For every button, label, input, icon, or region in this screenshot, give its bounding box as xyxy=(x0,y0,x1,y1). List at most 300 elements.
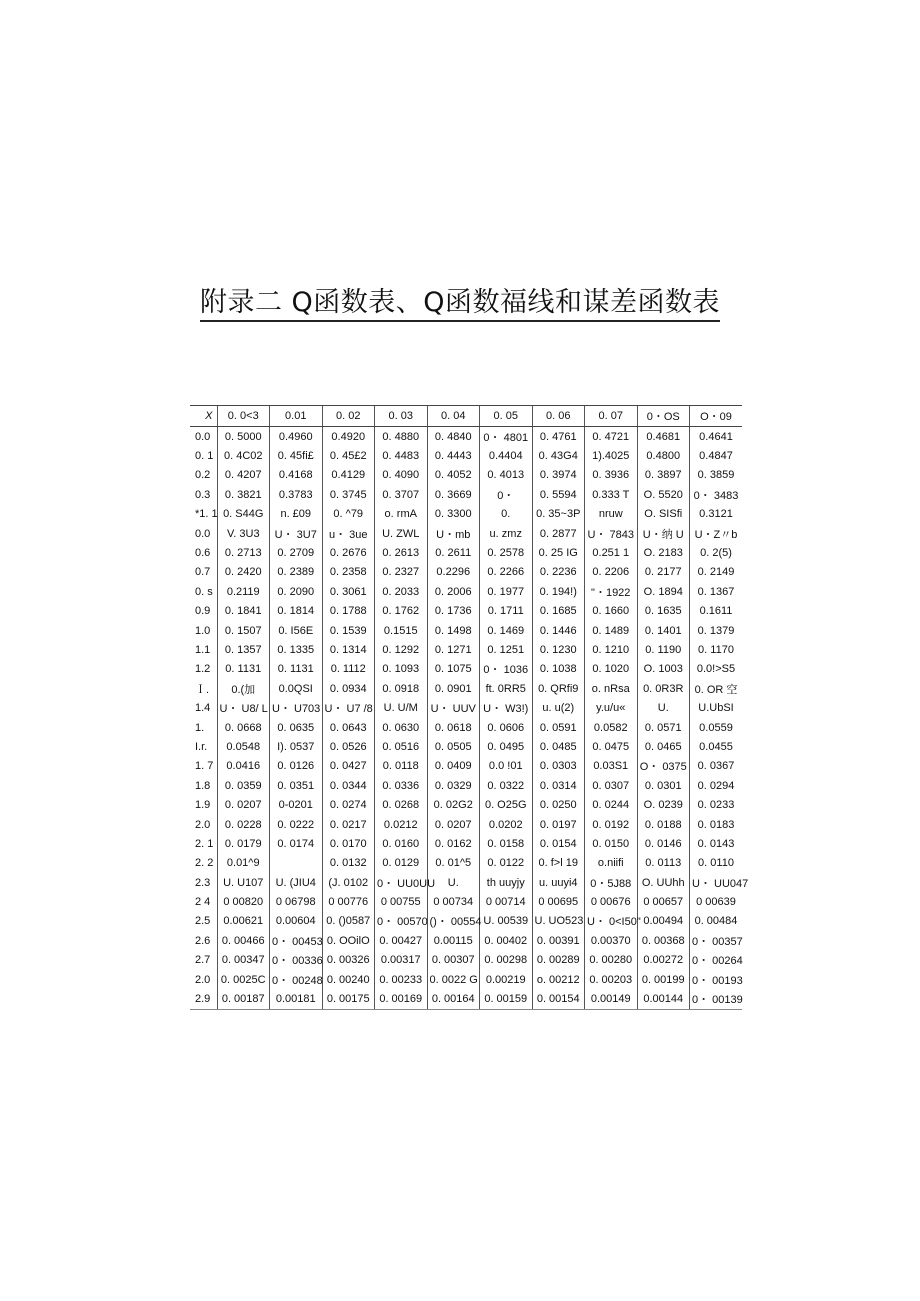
table-cell: 0.1515 xyxy=(375,621,428,640)
table-cell: 0. 2206 xyxy=(585,563,638,582)
table-cell: 0. 01^5 xyxy=(427,854,480,873)
table-cell: 0. 00326 xyxy=(322,951,375,970)
row-label-x: 2.6 xyxy=(195,934,211,947)
table-cell: 0. 0207 xyxy=(217,795,270,814)
table-row xyxy=(190,660,742,679)
table-cell: 0 00820 xyxy=(217,892,270,911)
table-cell: 0 00695 xyxy=(532,892,585,911)
table-cell: 0. 0192 xyxy=(585,815,638,834)
table-cell: 0. 3707 xyxy=(375,485,428,504)
page-title xyxy=(0,280,920,319)
table-cell: 0. 3936 xyxy=(585,466,638,485)
table-row xyxy=(190,951,742,970)
table-row xyxy=(190,854,742,873)
row-label-x: 1. xyxy=(195,721,205,734)
table-cell: U. (JIU4 xyxy=(270,873,323,892)
table-cell: 0. 43G4 xyxy=(532,446,585,465)
table-cell: 0.00317 xyxy=(375,951,428,970)
row-label-x: 2.7 xyxy=(195,954,211,967)
table-cell: U・ U8/ L xyxy=(217,698,270,717)
table-cell: 0. f>l 19 xyxy=(532,854,585,873)
column-header: 0.01 xyxy=(270,406,323,427)
table-cell: 0.4847 xyxy=(690,446,743,465)
table-row xyxy=(190,931,742,950)
table-row xyxy=(190,795,742,814)
table-cell: 0.3121 xyxy=(690,505,743,524)
table-cell: 0. 1635 xyxy=(637,602,690,621)
table-cell: 0. 1292 xyxy=(375,640,428,659)
q-function-table xyxy=(190,405,749,1010)
table-cell: 0.0559 xyxy=(690,718,743,737)
table-cell: 0. 0465 xyxy=(637,737,690,756)
table-row xyxy=(190,989,742,1009)
table-cell: 0. 2236 xyxy=(532,563,585,582)
table-cell: 0・ xyxy=(480,485,533,504)
table-cell: 0. 1489 xyxy=(585,621,638,640)
table-cell: U・ W3!) xyxy=(480,698,533,717)
table-cell: U・ 3U7 xyxy=(270,524,323,543)
table-cell: 0. 45fi£ xyxy=(270,446,323,465)
table-cell: U.UbSI xyxy=(690,698,743,717)
table-cell: 0. 0146 xyxy=(637,834,690,853)
row-label-x: 0.2 xyxy=(195,469,211,482)
table-cell: 0. 0174 xyxy=(270,834,323,853)
table-cell: 0. 0359 xyxy=(217,776,270,795)
table-cell: th uuyjy xyxy=(480,873,533,892)
table-cell: 0. 25 IG xyxy=(532,543,585,562)
table-cell: 0. 2358 xyxy=(322,563,375,582)
table-cell: y.u/u« xyxy=(585,698,638,717)
table-cell: 0. 0162 xyxy=(427,834,480,853)
table-cell: 0. 00484 xyxy=(690,912,743,931)
table-cell: 0・ 1036 xyxy=(480,660,533,679)
table-cell: 0. 0022 G xyxy=(427,970,480,989)
table-cell: 0. 00233 xyxy=(375,970,428,989)
table-cell: 0・5J88 xyxy=(585,873,638,892)
table-cell: 0. 1498 xyxy=(427,621,480,640)
table-cell: U. ZWL xyxy=(375,524,428,543)
table-cell: 0. 1977 xyxy=(480,582,533,601)
table-cell: O・ 0375 xyxy=(637,757,690,776)
table-cell: 0. 3897 xyxy=(637,466,690,485)
table-row xyxy=(190,466,742,485)
table-cell: 0.00494 xyxy=(637,912,690,931)
table-cell: U・ U703 xyxy=(270,698,323,717)
table-cell: 0. 0918 xyxy=(375,679,428,698)
row-label-x: 0. s xyxy=(195,585,213,598)
table-cell: U. xyxy=(427,873,480,892)
table-cell: 0. 0336 xyxy=(375,776,428,795)
table-cell: 0. 3859 xyxy=(690,466,743,485)
table-cell: 0. 0329 xyxy=(427,776,480,795)
table-cell: 0. 00280 xyxy=(585,951,638,970)
table-cell: 0・ 00248 xyxy=(270,970,323,989)
table-row xyxy=(190,815,742,834)
table-cell: 0. 02G2 xyxy=(427,795,480,814)
table-cell: 0. 0244 xyxy=(585,795,638,814)
table-cell: 0. 0344 xyxy=(322,776,375,795)
column-header-x: X xyxy=(190,406,217,427)
table-cell: 0. 0143 xyxy=(690,834,743,853)
row-label-x: I.r. xyxy=(195,740,208,753)
table-cell: 0.00144 xyxy=(637,989,690,1009)
table-cell: 0.0202 xyxy=(480,815,533,834)
table-cell: 0. 0475 xyxy=(585,737,638,756)
column-header: 0. 02 xyxy=(322,406,375,427)
table-cell: ()・ 00554 xyxy=(427,912,480,931)
table-row xyxy=(190,873,742,892)
table-cell: 0. 0217 xyxy=(322,815,375,834)
column-header: 0. 07 xyxy=(585,406,638,427)
table-cell: 0. 1112 xyxy=(322,660,375,679)
row-label-x: 2.5 xyxy=(195,915,211,928)
table-row xyxy=(190,621,742,640)
table-cell: "・1922 xyxy=(585,582,638,601)
table-cell: U・ UUV xyxy=(427,698,480,717)
table-cell: 0. 0322 xyxy=(480,776,533,795)
table-cell: U・ 7843 xyxy=(585,524,638,543)
table-cell: 0. 2578 xyxy=(480,543,533,562)
table-row xyxy=(190,698,742,717)
table-cell: 0. 0188 xyxy=(637,815,690,834)
table-cell: 0. 4721 xyxy=(585,427,638,447)
table-cell: 0.00621 xyxy=(217,912,270,931)
table-cell: 0. 00240 xyxy=(322,970,375,989)
column-header: 0. 04 xyxy=(427,406,480,427)
table-cell: 0. 194!) xyxy=(532,582,585,601)
table-row xyxy=(190,892,742,911)
table-cell: 0. 1379 xyxy=(690,621,743,640)
table-cell: 0.4168 xyxy=(270,466,323,485)
table-row xyxy=(190,602,742,621)
table-cell: O. UUhh xyxy=(637,873,690,892)
table-cell: 0. 0250 xyxy=(532,795,585,814)
row-label-x: 0.0 xyxy=(195,527,211,540)
table-cell: 0. 00175 xyxy=(322,989,375,1009)
row-label-x: 2.0 xyxy=(195,973,211,986)
table-cell: 0. 1190 xyxy=(637,640,690,659)
table-cell: 0. 4840 xyxy=(427,427,480,447)
table-cell: 0. 0170 xyxy=(322,834,375,853)
table-cell: 0. 2713 xyxy=(217,543,270,562)
table-cell: 0. 0294 xyxy=(690,776,743,795)
table-cell: 0. 0179 xyxy=(217,834,270,853)
table-cell: 0. 00368 xyxy=(637,931,690,950)
table-cell: 0. 0591 xyxy=(532,718,585,737)
table-cell: 0・ UU0UU xyxy=(375,873,428,892)
table-row xyxy=(190,679,742,698)
table-cell: 0. 2327 xyxy=(375,563,428,582)
table-row xyxy=(190,543,742,562)
row-label-x: 2.3 xyxy=(195,876,211,889)
table-cell: 0・ 00336 xyxy=(270,951,323,970)
table-cell: 0.4681 xyxy=(637,427,690,447)
table-cell: 0. 0367 xyxy=(690,757,743,776)
table-cell: 0. 00347 xyxy=(217,951,270,970)
table-header-row xyxy=(190,406,742,427)
table-cell: (J. 0102 xyxy=(322,873,375,892)
table-cell: 0. 00169 xyxy=(375,989,428,1009)
table-row xyxy=(190,582,742,601)
table-cell: 0. 35~3P xyxy=(532,505,585,524)
row-label-x: 0.9 xyxy=(195,605,211,618)
table-cell: 0. 0118 xyxy=(375,757,428,776)
table-header xyxy=(190,406,742,427)
table-cell: O. SISfi xyxy=(637,505,690,524)
table-cell: I). 0537 xyxy=(270,737,323,756)
table-cell: 0.0455 xyxy=(690,737,743,756)
table-cell: n. £09 xyxy=(270,505,323,524)
table-cell: 0. QRfi9 xyxy=(532,679,585,698)
table-cell: 0. 1841 xyxy=(217,602,270,621)
table-cell: 0. 3745 xyxy=(322,485,375,504)
table-cell: 0. 0409 xyxy=(427,757,480,776)
table-cell: O. 0239 xyxy=(637,795,690,814)
column-header: 0・OS xyxy=(637,406,690,427)
table-cell: u・ 3ue xyxy=(322,524,375,543)
table-row xyxy=(190,427,742,447)
table-cell: 0. 1401 xyxy=(637,621,690,640)
table-cell: 0. 00391 xyxy=(532,931,585,950)
table-cell: 0 00776 xyxy=(322,892,375,911)
column-header: O・09 xyxy=(690,406,743,427)
table-cell: 0. 4090 xyxy=(375,466,428,485)
table-cell: 0. 2149 xyxy=(690,563,743,582)
row-label-x: 2.0 xyxy=(195,818,211,831)
table-cell: 0.0!>S5 xyxy=(690,660,743,679)
row-label-x: 1.9 xyxy=(195,799,211,812)
table-cell: 0. 1685 xyxy=(532,602,585,621)
table-row xyxy=(190,912,742,931)
table-cell: U. 00539 xyxy=(480,912,533,931)
table-cell: 0・ 00570 xyxy=(375,912,428,931)
table-cell: 0. 1251 xyxy=(480,640,533,659)
table-cell: 0. 4483 xyxy=(375,446,428,465)
table-cell: 0. 0154 xyxy=(532,834,585,853)
table-cell: 0. 00199 xyxy=(637,970,690,989)
table-cell: 0. 4207 xyxy=(217,466,270,485)
table-cell: 0. 0110 xyxy=(690,854,743,873)
table-cell: 0. 0132 xyxy=(322,854,375,873)
table-cell: 0. 1131 xyxy=(217,660,270,679)
table-cell: 0. 0274 xyxy=(322,795,375,814)
table-cell: 0.251 1 xyxy=(585,543,638,562)
table-cell: 0. 1210 xyxy=(585,640,638,659)
table-cell: O. 1003 xyxy=(637,660,690,679)
table-cell: 0・ 3483 xyxy=(690,485,743,504)
table-cell: 0. 1539 xyxy=(322,621,375,640)
table-row xyxy=(190,834,742,853)
table-cell: 0. 2090 xyxy=(270,582,323,601)
table-cell: 0. 0222 xyxy=(270,815,323,834)
table-cell: 0. 0643 xyxy=(322,718,375,737)
table-cell: 0. 1093 xyxy=(375,660,428,679)
table-cell: 0.00181 xyxy=(270,989,323,1009)
table-row xyxy=(190,737,742,756)
row-label-x: 1.1 xyxy=(195,643,211,656)
table-cell: O. 2183 xyxy=(637,543,690,562)
row-label-x: 1. 7 xyxy=(195,760,214,773)
table-cell: 0.2296 xyxy=(427,563,480,582)
table-cell: o. nRsa xyxy=(585,679,638,698)
table-cell: 0. 1314 xyxy=(322,640,375,659)
table-cell: V. 3U3 xyxy=(217,524,270,543)
table-cell: 0.0416 xyxy=(217,757,270,776)
table-row xyxy=(190,485,742,504)
column-header: 0. 0<3 xyxy=(217,406,270,427)
table-cell: 0 00755 xyxy=(375,892,428,911)
table-cell: 0. 0228 xyxy=(217,815,270,834)
table-cell: 0.01^9 xyxy=(217,854,270,873)
table-cell: 0・ 00193 xyxy=(690,970,743,989)
table-cell: 0. 00298 xyxy=(480,951,533,970)
table-cell: 0. 5000 xyxy=(217,427,270,447)
table-cell: 0. 1814 xyxy=(270,602,323,621)
row-label-x: 2.9 xyxy=(190,989,217,1009)
table-cell: 0. 3974 xyxy=(532,466,585,485)
table-cell: U・纳 U xyxy=(637,524,690,543)
table-cell: O. 5520 xyxy=(637,485,690,504)
table-cell: 0. 2877 xyxy=(532,524,585,543)
table-cell: 0. 1230 xyxy=(532,640,585,659)
table-cell: 0 00734 xyxy=(427,892,480,911)
table-cell: 0. 0505 xyxy=(427,737,480,756)
table-cell: 0. 2(5) xyxy=(690,543,743,562)
table-cell: 0. 0427 xyxy=(322,757,375,776)
table-cell: 0. O25G xyxy=(480,795,533,814)
table-cell: 0.00219 xyxy=(480,970,533,989)
table-cell: 0. 00307 xyxy=(427,951,480,970)
table-cell: 0. 2676 xyxy=(322,543,375,562)
table-cell: 0.4920 xyxy=(322,427,375,447)
table-cell: 0.4641 xyxy=(690,427,743,447)
table-cell: 0. 3821 xyxy=(217,485,270,504)
table-cell: 0. 1075 xyxy=(427,660,480,679)
table-cell: 0. 2613 xyxy=(375,543,428,562)
table-cell: 0. 0113 xyxy=(637,854,690,873)
table-cell: 0. 1507 xyxy=(217,621,270,640)
table-cell: 0. 00164 xyxy=(427,989,480,1009)
table-cell: o. 00212 xyxy=(532,970,585,989)
table-cell: nruw xyxy=(585,505,638,524)
table-cell: 0. 0606 xyxy=(480,718,533,737)
table-cell: 0.00149 xyxy=(585,989,638,1009)
table-cell: 0. 2420 xyxy=(217,563,270,582)
table-cell: 0. 0618 xyxy=(427,718,480,737)
table-cell: 0 00714 xyxy=(480,892,533,911)
table-cell: 0. 1020 xyxy=(585,660,638,679)
table-cell: U. UO523 xyxy=(532,912,585,931)
table-cell: o. rmA xyxy=(375,505,428,524)
table-cell: 0. 0303 xyxy=(532,757,585,776)
table-cell: 0.3783 xyxy=(270,485,323,504)
table-cell: 0.0582 xyxy=(585,718,638,737)
table-cell: 0・ 4801 xyxy=(480,427,533,447)
table-cell: 0 00676 xyxy=(585,892,638,911)
table-cell: 0.0 !01 xyxy=(480,757,533,776)
table-cell xyxy=(270,854,323,873)
table-row xyxy=(190,718,742,737)
table-cell: 0. 1367 xyxy=(690,582,743,601)
table-cell: U・ 0<I50" xyxy=(585,912,638,931)
table-cell: u. u(2) xyxy=(532,698,585,717)
table-cell: 0. 2611 xyxy=(427,543,480,562)
table-cell: 0. 00159 xyxy=(480,989,533,1009)
table-cell: 0. 00427 xyxy=(375,931,428,950)
table-cell: 0. 00466 xyxy=(217,931,270,950)
row-label-x: Ｉ. xyxy=(195,683,210,696)
row-label-x: 0.6 xyxy=(195,547,211,560)
table-cell: 0. 00187 xyxy=(217,989,270,1009)
table-cell: 0.4800 xyxy=(637,446,690,465)
table-cell: 0. 00402 xyxy=(480,931,533,950)
table-cell: 0. 0233 xyxy=(690,795,743,814)
table-cell: 0. xyxy=(480,505,533,524)
table-cell: 0 00639 xyxy=(690,892,743,911)
row-label-x: 2. 1 xyxy=(195,837,214,850)
table-cell: 0. 5594 xyxy=(532,485,585,504)
row-label-x: 0. 1 xyxy=(195,450,214,463)
table-cell: 0. 3669 xyxy=(427,485,480,504)
table-cell: 0. 0307 xyxy=(585,776,638,795)
row-label-x: 1.4 xyxy=(195,702,211,715)
table-row xyxy=(190,640,742,659)
table-cell: 0. 0129 xyxy=(375,854,428,873)
table-cell: 0.0548 xyxy=(217,737,270,756)
table-row xyxy=(190,446,742,465)
table-row xyxy=(190,970,742,989)
table-cell: 0. 45£2 xyxy=(322,446,375,465)
table-cell: 0. 00154 xyxy=(532,989,585,1009)
table-cell: 0-0201 xyxy=(270,795,323,814)
table-cell: 0. 0122 xyxy=(480,854,533,873)
table-cell: 0. 1271 xyxy=(427,640,480,659)
row-label-x: *1. 1 xyxy=(195,508,218,521)
table-cell: 0.4960 xyxy=(270,427,323,447)
table-cell: 0・ 00264 xyxy=(690,951,743,970)
table-cell: 0. 0158 xyxy=(480,834,533,853)
table-cell: 0. 1170 xyxy=(690,640,743,659)
table-cell: 0・ 00139 xyxy=(690,989,743,1009)
table-cell: 0. 0630 xyxy=(375,718,428,737)
table-cell: U. U/M xyxy=(375,698,428,717)
table-row xyxy=(190,776,742,795)
table-cell: 0. 0526 xyxy=(322,737,375,756)
table-cell: 0. 0150 xyxy=(585,834,638,853)
table-cell: 0. ^79 xyxy=(322,505,375,524)
table-cell: 0. 0268 xyxy=(375,795,428,814)
row-label-x: 1.2 xyxy=(195,663,211,676)
table-cell: 0. 0301 xyxy=(637,776,690,795)
table-cell: 0. 2389 xyxy=(270,563,323,582)
table-cell: 0.4404 xyxy=(480,446,533,465)
table-cell: O. 1894 xyxy=(637,582,690,601)
table-cell: 0. 00289 xyxy=(532,951,585,970)
table-cell: 0. 1469 xyxy=(480,621,533,640)
q-function-table-container xyxy=(190,405,749,1015)
table-cell: U・mb xyxy=(427,524,480,543)
row-label-x: 0.0 xyxy=(195,430,211,443)
table-cell: 0. 2177 xyxy=(637,563,690,582)
table-cell: 0. 0485 xyxy=(532,737,585,756)
row-label-x: 1.0 xyxy=(195,624,211,637)
table-cell: 0. 4052 xyxy=(427,466,480,485)
table-cell: 0.(加 xyxy=(217,679,270,698)
table-cell: 0. 1711 xyxy=(480,602,533,621)
table-cell: 0. 0207 xyxy=(427,815,480,834)
table-cell: 0・ 00453 xyxy=(270,931,323,950)
table-cell: 0. 4761 xyxy=(532,427,585,447)
